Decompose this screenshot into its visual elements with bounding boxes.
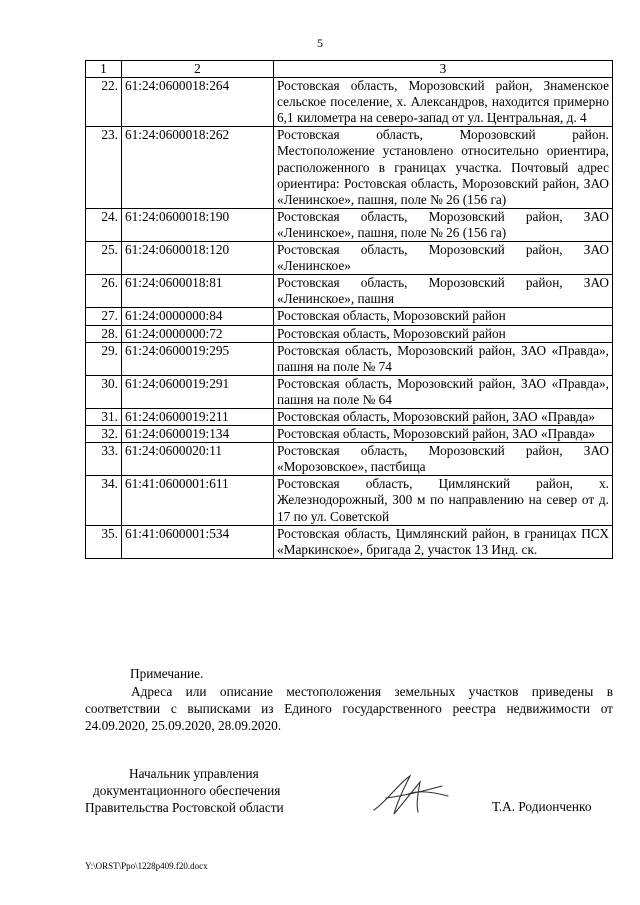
plot-location: Ростовская область, Цимлянский район, х. Железнодорожный, 300 м по направлению на север от д. 17 по ул. Советской	[274, 476, 613, 525]
row-number: 31.	[86, 408, 122, 425]
plot-location: Ростовская область, Морозовский район, ЗАО «Ленинское», пашня, поле № 26 (156 га)	[274, 208, 613, 241]
plot-location: Ростовская область, Морозовский район, ЗАО «Ленинское», пашня	[274, 275, 613, 308]
signatory-name: Т.А. Родионченко	[492, 799, 592, 814]
table-row	[86, 308, 613, 325]
plot-location: Ростовская область, Морозовский район, ЗАО «Ленинское»	[274, 242, 613, 275]
handwritten-signature	[368, 770, 456, 820]
table-row	[86, 375, 613, 408]
note-text: Адреса или описание местоположения земельных участков приведены в соответствии с выписками из Единого государственного реестра недвижимости от 24.09.2020, 25.09.2020, 28.09.2020.	[85, 684, 613, 733]
plot-location: Ростовская область, Морозовский район. Местоположение установлено относительно ориентира, расположенного в границах участка. Почтовый адрес ориентира: Ростовская область, Морозовский район, ЗАО «Ленинское», пашня, поле № 26 (156 га)	[274, 127, 613, 208]
table-row	[86, 443, 613, 476]
row-number: 35.	[86, 525, 122, 558]
row-number: 25.	[86, 242, 122, 275]
row-number: 22.	[86, 78, 122, 127]
table-row	[86, 426, 613, 443]
cadastral-number: 61:24:0600018:81	[122, 275, 274, 308]
cadastral-number: 61:24:0600019:291	[122, 375, 274, 408]
signatory-position	[85, 765, 385, 816]
cadastral-number: 61:41:0600001:534	[122, 525, 274, 558]
row-number: 24.	[86, 208, 122, 241]
land-plots-table	[85, 60, 613, 559]
plot-location: Ростовская область, Морозовский район, ЗАО «Правда», пашня на поле № 74	[274, 342, 613, 375]
cadastral-number: 61:24:0600018:120	[122, 242, 274, 275]
cadastral-number: 61:24:0000000:72	[122, 325, 274, 342]
plot-location: Ростовская область, Морозовский район, ЗАО «Правда»	[274, 426, 613, 443]
row-number: 34.	[86, 476, 122, 525]
column-header-location: 3	[274, 61, 613, 78]
cadastral-number: 61:41:0600001:611	[122, 476, 274, 525]
row-number: 29.	[86, 342, 122, 375]
row-number: 28.	[86, 325, 122, 342]
table-row	[86, 325, 613, 342]
plot-location: Ростовская область, Морозовский район	[274, 308, 613, 325]
table-row	[86, 476, 613, 525]
cadastral-number: 61:24:0600019:134	[122, 426, 274, 443]
table-row	[86, 242, 613, 275]
table-header-row	[86, 61, 613, 78]
plot-location: Ростовская область, Цимлянский район, в границах ПСХ «Маркинское», бригада 2, участок 13 Инд. ск.	[274, 525, 613, 558]
column-header-cadastral: 2	[122, 61, 274, 78]
table-row	[86, 525, 613, 558]
plot-location: Ростовская область, Морозовский район	[274, 325, 613, 342]
plot-location: Ростовская область, Морозовский район, ЗАО «Морозовское», пастбища	[274, 443, 613, 476]
table-row	[86, 342, 613, 375]
file-path: Y:\ORST\Ppo\1228p409.f20.docx	[85, 861, 208, 871]
row-number: 26.	[86, 275, 122, 308]
table-row	[86, 408, 613, 425]
plot-location: Ростовская область, Морозовский район, ЗАО «Правда», пашня на поле № 64	[274, 375, 613, 408]
row-number: 30.	[86, 375, 122, 408]
cadastral-number: 61:24:0600018:190	[122, 208, 274, 241]
table-row	[86, 208, 613, 241]
plot-location: Ростовская область, Морозовский район, Знаменское сельское поселение, х. Александров, находится примерно 6,1 километра на северо-запад от ул. Центральная, д. 4	[274, 78, 613, 127]
column-header-number: 1	[86, 61, 122, 78]
cadastral-number: 61:24:0000000:84	[122, 308, 274, 325]
row-number: 32.	[86, 426, 122, 443]
row-number: 33.	[86, 443, 122, 476]
table-row	[86, 127, 613, 208]
row-number: 27.	[86, 308, 122, 325]
cadastral-number: 61:24:0600019:295	[122, 342, 274, 375]
signatory-position-line-1: Начальник управления	[129, 766, 259, 781]
signatory-position-line-3: Правительства Ростовской области	[85, 800, 284, 815]
table-row	[86, 78, 613, 127]
cadastral-number: 61:24:0600020:11	[122, 443, 274, 476]
note-title: Примечание.	[130, 666, 204, 681]
page-number: 5	[317, 36, 323, 50]
signatory-position-line-2: документационного обеспечения	[93, 783, 281, 798]
plot-location: Ростовская область, Морозовский район, ЗАО «Правда»	[274, 408, 613, 425]
cadastral-number: 61:24:0600018:264	[122, 78, 274, 127]
cadastral-number: 61:24:0600019:211	[122, 408, 274, 425]
row-number: 23.	[86, 127, 122, 208]
cadastral-number: 61:24:0600018:262	[122, 127, 274, 208]
table-row	[86, 275, 613, 308]
